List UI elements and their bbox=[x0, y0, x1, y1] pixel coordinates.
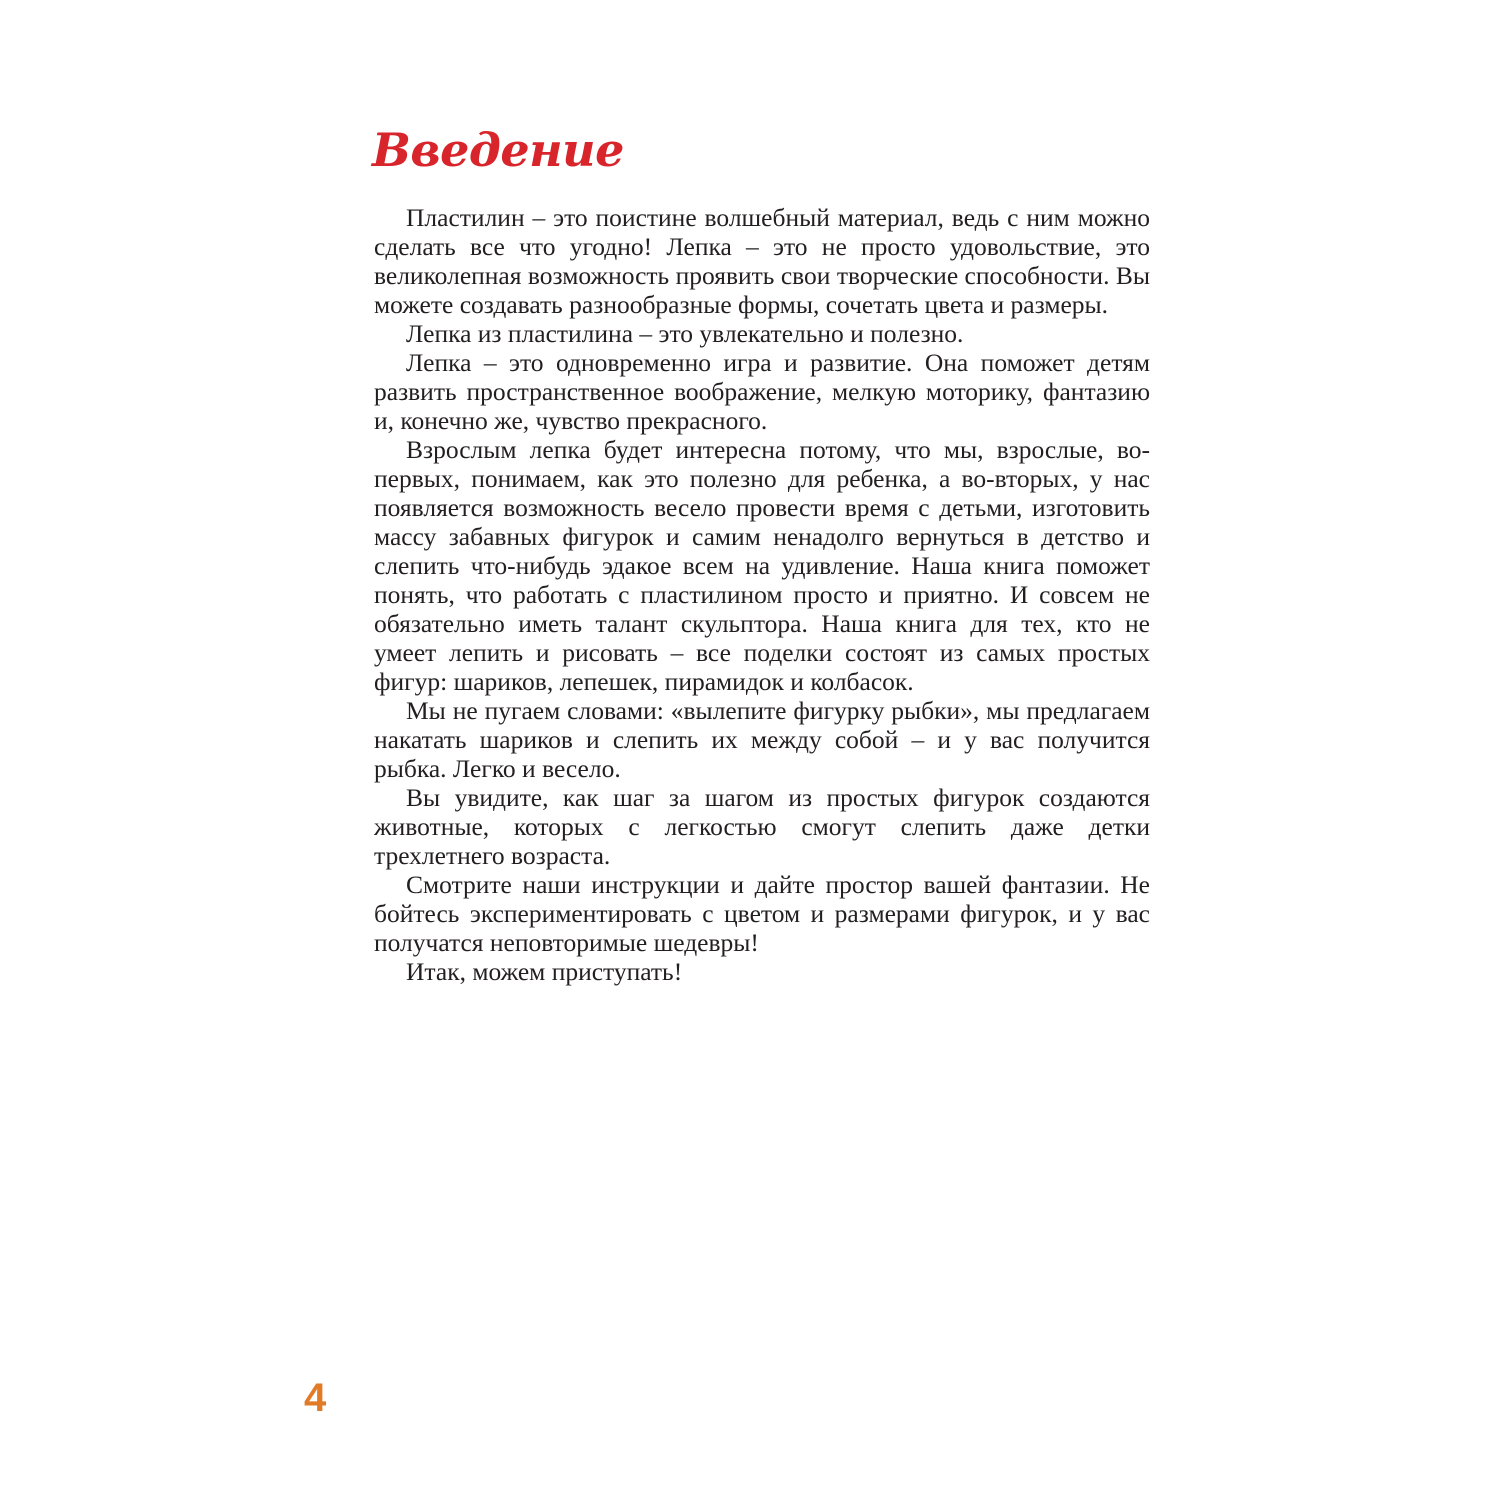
section-heading: Введение bbox=[372, 123, 624, 177]
paragraph: Пластилин – это поистине волшебный материал, ведь с ним можно сделать все что угодно! Лепка – это не просто удовольствие, это великолепная возможность проявить свои творческие способности. Вы можете создавать разнообразные формы, сочетать цвета и размеры. bbox=[374, 203, 1150, 319]
paragraph: Лепка – это одновременно игра и развитие. Она поможет детям развить пространственное воображение, мелкую моторику, фантазию и, конечно же, чувство прекрасного. bbox=[374, 348, 1150, 435]
paragraph: Лепка из пластилина – это увлекательно и полезно. bbox=[406, 319, 964, 348]
introduction-text bbox=[374, 203, 1150, 986]
paragraph: Мы не пугаем словами: «вылепите фигурку рыбки», мы предлагаем накатать шариков и слепить их между собой – и у вас получится рыбка. Легко и весело. bbox=[374, 696, 1150, 783]
paragraph: Смотрите наши инструкции и дайте простор вашей фантазии. Не бойтесь экспериментировать с цветом и размерами фигурок, и у вас получатся неповторимые шедевры! bbox=[374, 870, 1150, 957]
page-number: 4 bbox=[304, 1376, 327, 1420]
paragraph: Итак, можем приступать! bbox=[406, 957, 683, 986]
paragraph: Вы увидите, как шаг за шагом из простых фигурок создаются животные, которых с легкостью смогут слепить даже детки трехлетнего возраста. bbox=[374, 783, 1150, 870]
paragraph: Взрослым лепка будет интересна потому, что мы, взрослые, во-первых, понимаем, как это полезно для ребенка, а во-вторых, у нас появляется возможность весело провести время с детьми, изготовить массу забавных фигурок и самим ненадолго вернуться в детство и слепить что-нибудь эдакое всем на удивление. Наша книга поможет понять, что работать с пластилином просто и приятно. И совсем не обязательно иметь талант скульптора. Наша книга для тех, кто не умеет лепить и рисовать – все поделки состоят из самых простых фигур: шариков, лепешек, пирамидок и колбасок. bbox=[374, 435, 1150, 696]
